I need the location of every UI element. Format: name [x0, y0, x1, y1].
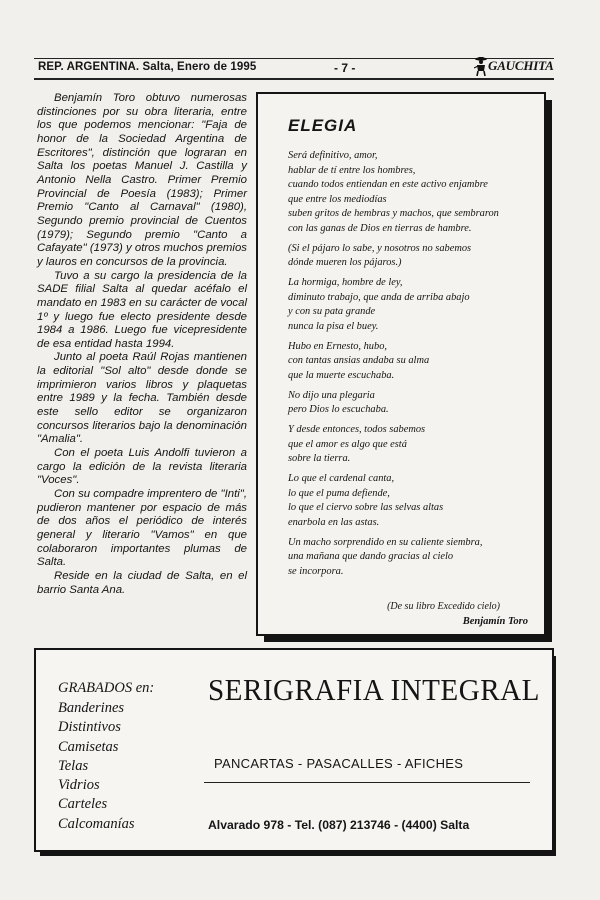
- ad-item: Camisetas: [58, 738, 119, 755]
- poem-line: Lo que el cardenal canta,: [288, 473, 395, 484]
- ad-item: Carteles: [58, 796, 108, 813]
- poem-line: que entre los mediodías: [288, 193, 387, 205]
- poem-line: nunca la pisa el buey.: [288, 320, 379, 332]
- poem-line: hablar de tí entre los hombres,: [288, 164, 416, 176]
- ad-heading: GRABADOS en:: [58, 680, 155, 696]
- article-paragraph: Con el poeta Luis Andolfi tuvieron a cargo la edición de la revista literaria "Voces".: [37, 447, 247, 487]
- poem-line: enarbola en las astas.: [288, 516, 380, 528]
- article-paragraph: Tuvo a su cargo la presidencia de la SADE filial Salta al quedar acéfalo el mandato en 1983 en su carácter de vocal 1º y luego fue electo presidente desde 1984 a 1986. Luego fue vicepresidente de esa entidad hasta 1994.: [37, 269, 247, 350]
- ad-brand-name: SERIGRAFIA INTEGRAL: [208, 672, 540, 707]
- poem-line: se incorpora.: [288, 565, 344, 577]
- page-number: - 7 -: [334, 61, 356, 75]
- ad-services: PANCARTAS - PASACALLES - AFICHES: [214, 756, 464, 771]
- poem-line: cuando todos entiendan en este activo enjambre: [288, 179, 488, 190]
- poem-line: lo que el puma defiende,: [288, 487, 390, 499]
- poem-stanza: [288, 472, 538, 530]
- poem-body: [288, 149, 538, 585]
- article-paragraph: Con su compadre imprentero de "Inti", pudieron mantener por espacio de más de dos años el periódico de interés general y literario "Vamos" en que colaboraron importantes plumas de Salta.: [37, 488, 247, 569]
- poem-line: (Si el pájaro lo sabe, y nosotros no sabemos: [288, 242, 472, 254]
- ad-item-list: [58, 699, 135, 834]
- poem-line: que el amor es algo que está: [288, 438, 407, 450]
- poem-stanza: [288, 423, 538, 467]
- ad-item: Banderines: [58, 700, 125, 716]
- poem-stanza: [288, 276, 538, 334]
- poem-line: pero Dios lo escuchaba.: [288, 404, 389, 415]
- publication-logo: [474, 56, 556, 78]
- poem-source: (De su libro Excedido cielo): [387, 601, 500, 612]
- article-paragraph: Junto al poeta Raúl Rojas mantienen la editorial "Sol alto" desde donde se imprimieron varios libros y plaquetas entre 1989 y la fecha. También desde este sello editor se organizaron concursos literarios bajo la denominación "Amalia".: [37, 351, 247, 446]
- advertisement: [34, 648, 554, 852]
- poem-line: lo que el ciervo sobre las selvas altas: [288, 502, 444, 513]
- ad-divider: [204, 782, 530, 783]
- poem-line: una mañana que dando gracias al cielo: [288, 551, 454, 562]
- header-dateline: REP. ARGENTINA. Salta, Enero de 1995: [38, 61, 257, 73]
- article-paragraph: Reside en la ciudad de Salta, en el barrio Santa Ana.: [37, 569, 247, 596]
- poem-author: Benjamín Toro: [462, 616, 528, 627]
- gaucho-figure-icon: [474, 56, 488, 76]
- poem-title: ELEGIA: [288, 116, 358, 135]
- poem-stanza: [288, 242, 538, 271]
- biography-article: [37, 92, 247, 597]
- poem-line: que la muerte escuchaba.: [288, 369, 395, 381]
- poem-line: Y desde entonces, todos sabemos: [288, 424, 426, 435]
- poem-box: [256, 92, 546, 636]
- article-paragraph: Benjamín Toro obtuvo numerosas distinciones por su obra literaria, entre los que podemos mencionar: "Faja de honor de la Sociedad Argentina de Escritores", distinción que lograran en Salta los poetas Manuel J. Castilla y Antonio Nella Castro. Primer Premio Provincial de Poesía (1983); Primer Premio "Canto al Carnaval" (1980), Segundo premio provincial de Cuentos (1979); Segundo premio "Canto a Cafayate" (1973) y otros muchos premios y lauros en concursos de la provincia.: [37, 92, 247, 268]
- poem-line: con tantas ansias andaba su alma: [288, 355, 430, 366]
- poem-stanza: [288, 149, 538, 236]
- poem-stanza: [288, 536, 538, 580]
- ad-item: Telas: [58, 757, 89, 774]
- header-bottom-rule: [34, 78, 554, 80]
- ad-item: Vidrios: [58, 777, 100, 794]
- ad-address: Alvarado 978 - Tel. (087) 213746 - (4400) Salta: [208, 818, 470, 832]
- ad-item: Distintivos: [58, 719, 121, 736]
- poem-line: suben gritos de hembras y machos, que sembraron: [288, 208, 499, 219]
- logo-text: GAUCHITA: [488, 58, 554, 73]
- poem-stanza: [288, 389, 538, 418]
- poem-line: La hormiga, hombre de ley,: [288, 277, 403, 288]
- poem-line: diminuto trabajo, que anda de arriba abajo: [288, 291, 470, 303]
- poem-line: con las ganas de Dios en tierras de hambre.: [288, 222, 472, 234]
- poem-line: No dijo una plegaria: [288, 389, 375, 401]
- ad-item: Calcomanías: [58, 815, 135, 832]
- poem-line: y con su pata grande: [288, 306, 376, 317]
- poem-line: dónde mueren los pájaros.): [288, 257, 402, 268]
- poem-line: Un macho sorprendido en su caliente siembra,: [288, 536, 483, 548]
- poem-line: Hubo en Ernesto, hubo,: [288, 340, 387, 352]
- poem-stanza: [288, 340, 538, 384]
- poem-line: Será definitivo, amor,: [288, 150, 378, 161]
- page-header: [34, 50, 554, 82]
- poem-line: sobre la tierra.: [288, 453, 351, 464]
